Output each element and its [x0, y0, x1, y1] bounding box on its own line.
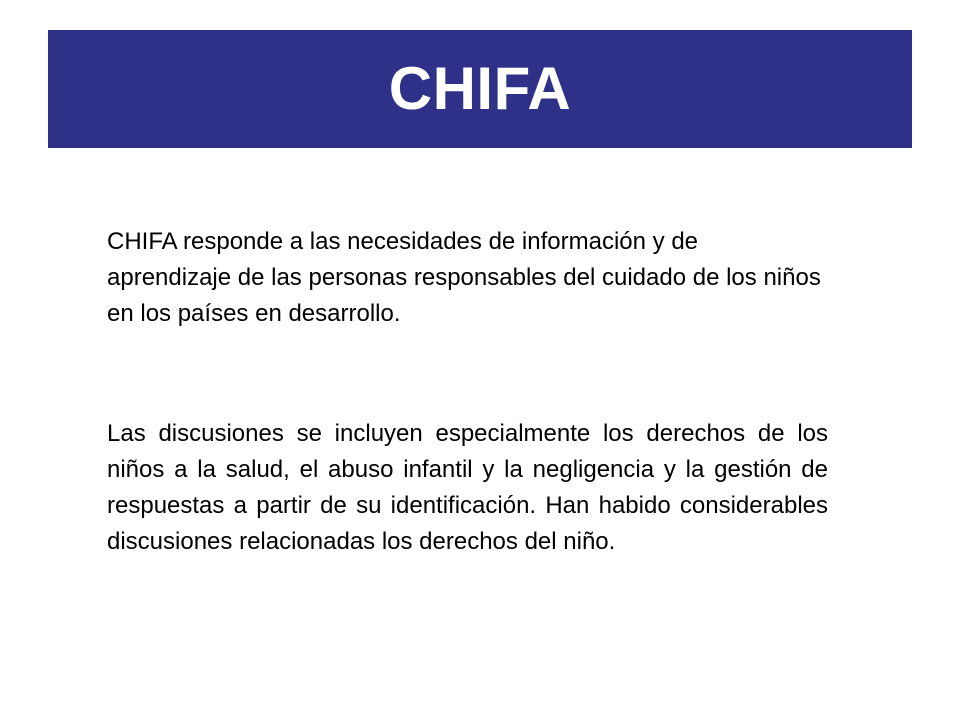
- title-banner: [48, 30, 912, 148]
- slide-title: CHIFA: [388, 55, 572, 122]
- intro-paragraph: CHIFA responde a las necesidades de información y de aprendizaje de las personas responsables del cuidado de los niños en los países en desarrollo.: [107, 228, 821, 327]
- discussion-paragraph: Las discusiones se incluyen especialmente los derechos de los niños a la salud, el abuso infantil y la negligencia y la gestión de respuestas a partir de su identificación. Han habido considerables discusiones relacionadas los derechos del niño.: [107, 420, 828, 555]
